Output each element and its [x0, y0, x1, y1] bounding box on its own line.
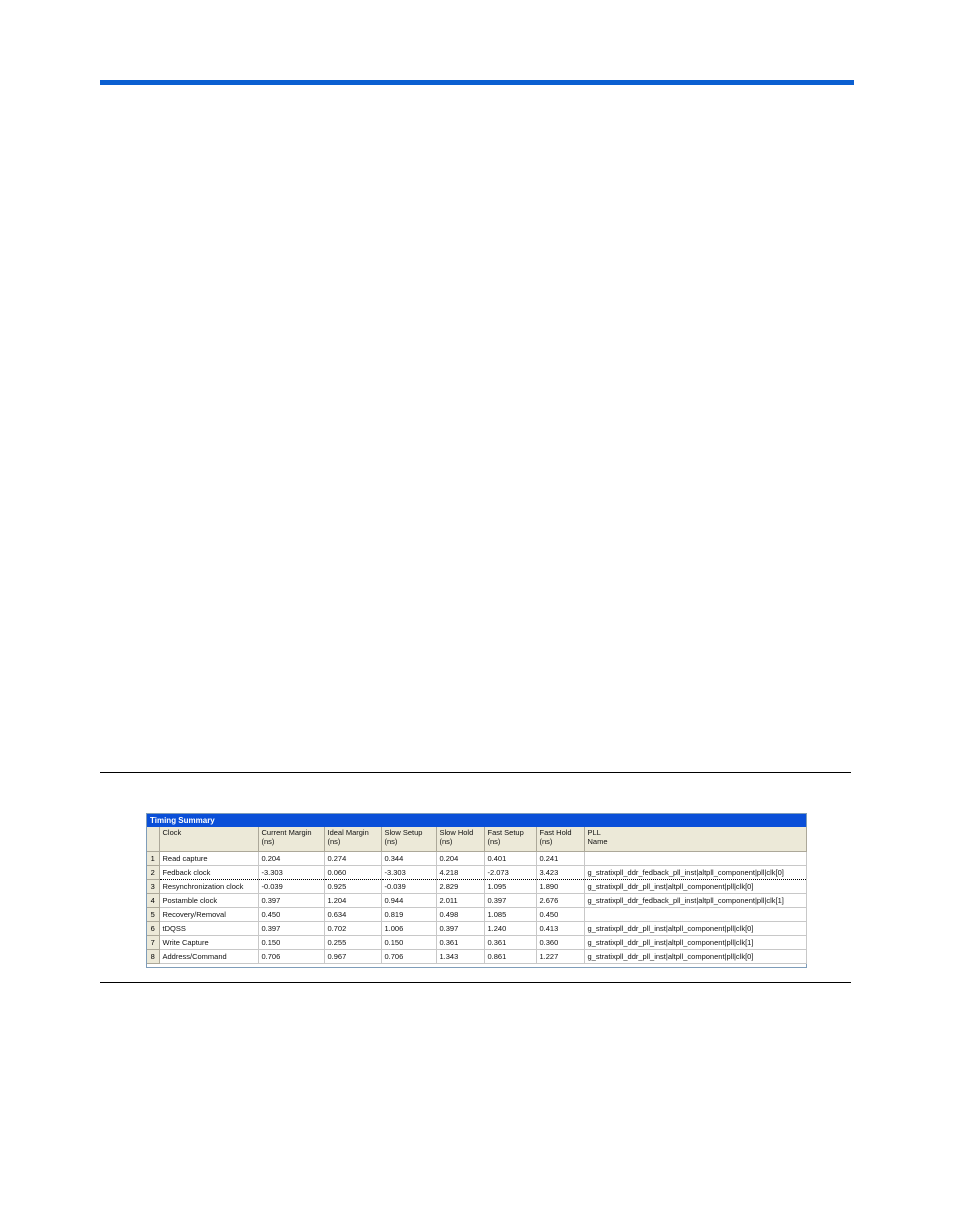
slow-hold-header[interactable] [436, 827, 484, 852]
fast-setup-cell: 0.361 [484, 936, 536, 950]
table-row[interactable] [147, 880, 806, 894]
timing-summary-table [147, 827, 807, 964]
slow-hold-cell: 2.011 [436, 894, 484, 908]
slow-hold-cell: 0.397 [436, 922, 484, 936]
header-label: Slow Setup [384, 828, 423, 837]
page-header-rule [100, 80, 854, 85]
current-margin-cell: 0.204 [258, 852, 324, 866]
table-row[interactable] [147, 922, 806, 936]
pll-name-header[interactable] [584, 827, 806, 852]
clock-cell: Resynchronization clock [159, 880, 258, 894]
ideal-margin-cell: 1.204 [324, 894, 381, 908]
fast-hold-cell: 0.241 [536, 852, 584, 866]
clock-cell: Write Capture [159, 936, 258, 950]
slow-setup-cell: -3.303 [381, 866, 436, 880]
header-unit: (ns) [539, 837, 553, 846]
clock-cell: Postamble clock [159, 894, 258, 908]
ideal-margin-cell: 0.925 [324, 880, 381, 894]
table-header-row [147, 827, 806, 852]
row-number: 4 [147, 894, 159, 908]
fast-setup-cell: 0.401 [484, 852, 536, 866]
fast-hold-cell: 0.450 [536, 908, 584, 922]
row-number: 8 [147, 950, 159, 964]
ideal-margin-cell: 0.634 [324, 908, 381, 922]
fast-hold-cell: 0.360 [536, 936, 584, 950]
slow-setup-cell: -0.039 [381, 880, 436, 894]
fast-hold-cell: 2.676 [536, 894, 584, 908]
slow-hold-cell: 4.218 [436, 866, 484, 880]
slow-setup-cell: 0.150 [381, 936, 436, 950]
current-margin-header[interactable] [258, 827, 324, 852]
pll-name-cell [584, 852, 806, 866]
clock-cell: Fedback clock [159, 866, 258, 880]
fast-setup-cell: 1.240 [484, 922, 536, 936]
clock-cell: Read capture [159, 852, 258, 866]
ideal-margin-cell: 0.702 [324, 922, 381, 936]
table-row[interactable] [147, 852, 806, 866]
fast-setup-cell: 1.085 [484, 908, 536, 922]
fast-setup-cell: 1.095 [484, 880, 536, 894]
slow-hold-cell: 1.343 [436, 950, 484, 964]
timing-summary-window [146, 813, 807, 968]
header-label: Current Margin [261, 828, 312, 837]
clock-cell: Address/Command [159, 950, 258, 964]
table-row[interactable] [147, 950, 806, 964]
ideal-margin-cell: 0.967 [324, 950, 381, 964]
header-label: PLL [587, 828, 601, 837]
fast-hold-cell: 0.413 [536, 922, 584, 936]
slow-setup-cell: 0.819 [381, 908, 436, 922]
header-label: Slow Hold [439, 828, 474, 837]
header-label: Fast Hold [539, 828, 572, 837]
figure-bottom-rule [100, 982, 851, 983]
clock-header[interactable] [159, 827, 258, 852]
row-number: 3 [147, 880, 159, 894]
header-unit: (ns) [384, 837, 398, 846]
header-unit: (ns) [327, 837, 341, 846]
slow-hold-cell: 0.361 [436, 936, 484, 950]
ideal-margin-header[interactable] [324, 827, 381, 852]
pll-name-cell: g_stratixpll_ddr_fedback_pll_inst|altpll_component|pll|clk[1] [584, 894, 806, 908]
header-unit: (ns) [487, 837, 501, 846]
header-unit: (ns) [439, 837, 453, 846]
fast-hold-cell: 1.227 [536, 950, 584, 964]
table-row[interactable] [147, 908, 806, 922]
current-margin-cell: -3.303 [258, 866, 324, 880]
pll-name-cell: g_stratixpll_ddr_pll_inst|altpll_component|pll|clk[0] [584, 880, 806, 894]
current-margin-cell: 0.397 [258, 894, 324, 908]
fast-setup-cell: 0.861 [484, 950, 536, 964]
fast-hold-cell: 3.423 [536, 866, 584, 880]
row-number-header[interactable] [147, 827, 159, 852]
ideal-margin-cell: 0.060 [324, 866, 381, 880]
table-row[interactable] [147, 894, 806, 908]
slow-setup-header[interactable] [381, 827, 436, 852]
row-number: 5 [147, 908, 159, 922]
table-body [147, 852, 806, 964]
ideal-margin-cell: 0.255 [324, 936, 381, 950]
header-label: Ideal Margin [327, 828, 369, 837]
fast-hold-cell: 1.890 [536, 880, 584, 894]
fast-hold-header[interactable] [536, 827, 584, 852]
fast-setup-cell: 0.397 [484, 894, 536, 908]
slow-setup-cell: 1.006 [381, 922, 436, 936]
header-label: Clock [162, 828, 182, 837]
row-number: 2 [147, 866, 159, 880]
slow-hold-cell: 0.204 [436, 852, 484, 866]
slow-hold-cell: 2.829 [436, 880, 484, 894]
header-unit: (ns) [261, 837, 275, 846]
pll-name-cell: g_stratixpll_ddr_pll_inst|altpll_component|pll|clk[0] [584, 950, 806, 964]
row-number: 7 [147, 936, 159, 950]
current-margin-cell: 0.706 [258, 950, 324, 964]
pll-name-cell [584, 908, 806, 922]
row-number: 6 [147, 922, 159, 936]
pll-name-cell: g_stratixpll_ddr_fedback_pll_inst|altpll_component|pll|clk[0] [584, 866, 806, 880]
window-title: Timing Summary [147, 814, 806, 827]
pll-name-cell: g_stratixpll_ddr_pll_inst|altpll_component|pll|clk[0] [584, 922, 806, 936]
fast-setup-cell: -2.073 [484, 866, 536, 880]
clock-cell: Recovery/Removal [159, 908, 258, 922]
current-margin-cell: 0.450 [258, 908, 324, 922]
pll-name-cell: g_stratixpll_ddr_pll_inst|altpll_component|pll|clk[1] [584, 936, 806, 950]
slow-hold-cell: 0.498 [436, 908, 484, 922]
table-row[interactable] [147, 936, 806, 950]
clock-cell: tDQSS [159, 922, 258, 936]
header-label: Fast Setup [487, 828, 524, 837]
fast-setup-header[interactable] [484, 827, 536, 852]
current-margin-cell: 0.150 [258, 936, 324, 950]
slow-setup-cell: 0.944 [381, 894, 436, 908]
table-row[interactable] [147, 866, 806, 880]
current-margin-cell: -0.039 [258, 880, 324, 894]
current-margin-cell: 0.397 [258, 922, 324, 936]
slow-setup-cell: 0.344 [381, 852, 436, 866]
figure-top-rule [100, 772, 851, 773]
slow-setup-cell: 0.706 [381, 950, 436, 964]
row-number: 1 [147, 852, 159, 866]
ideal-margin-cell: 0.274 [324, 852, 381, 866]
header-unit: Name [587, 837, 608, 846]
